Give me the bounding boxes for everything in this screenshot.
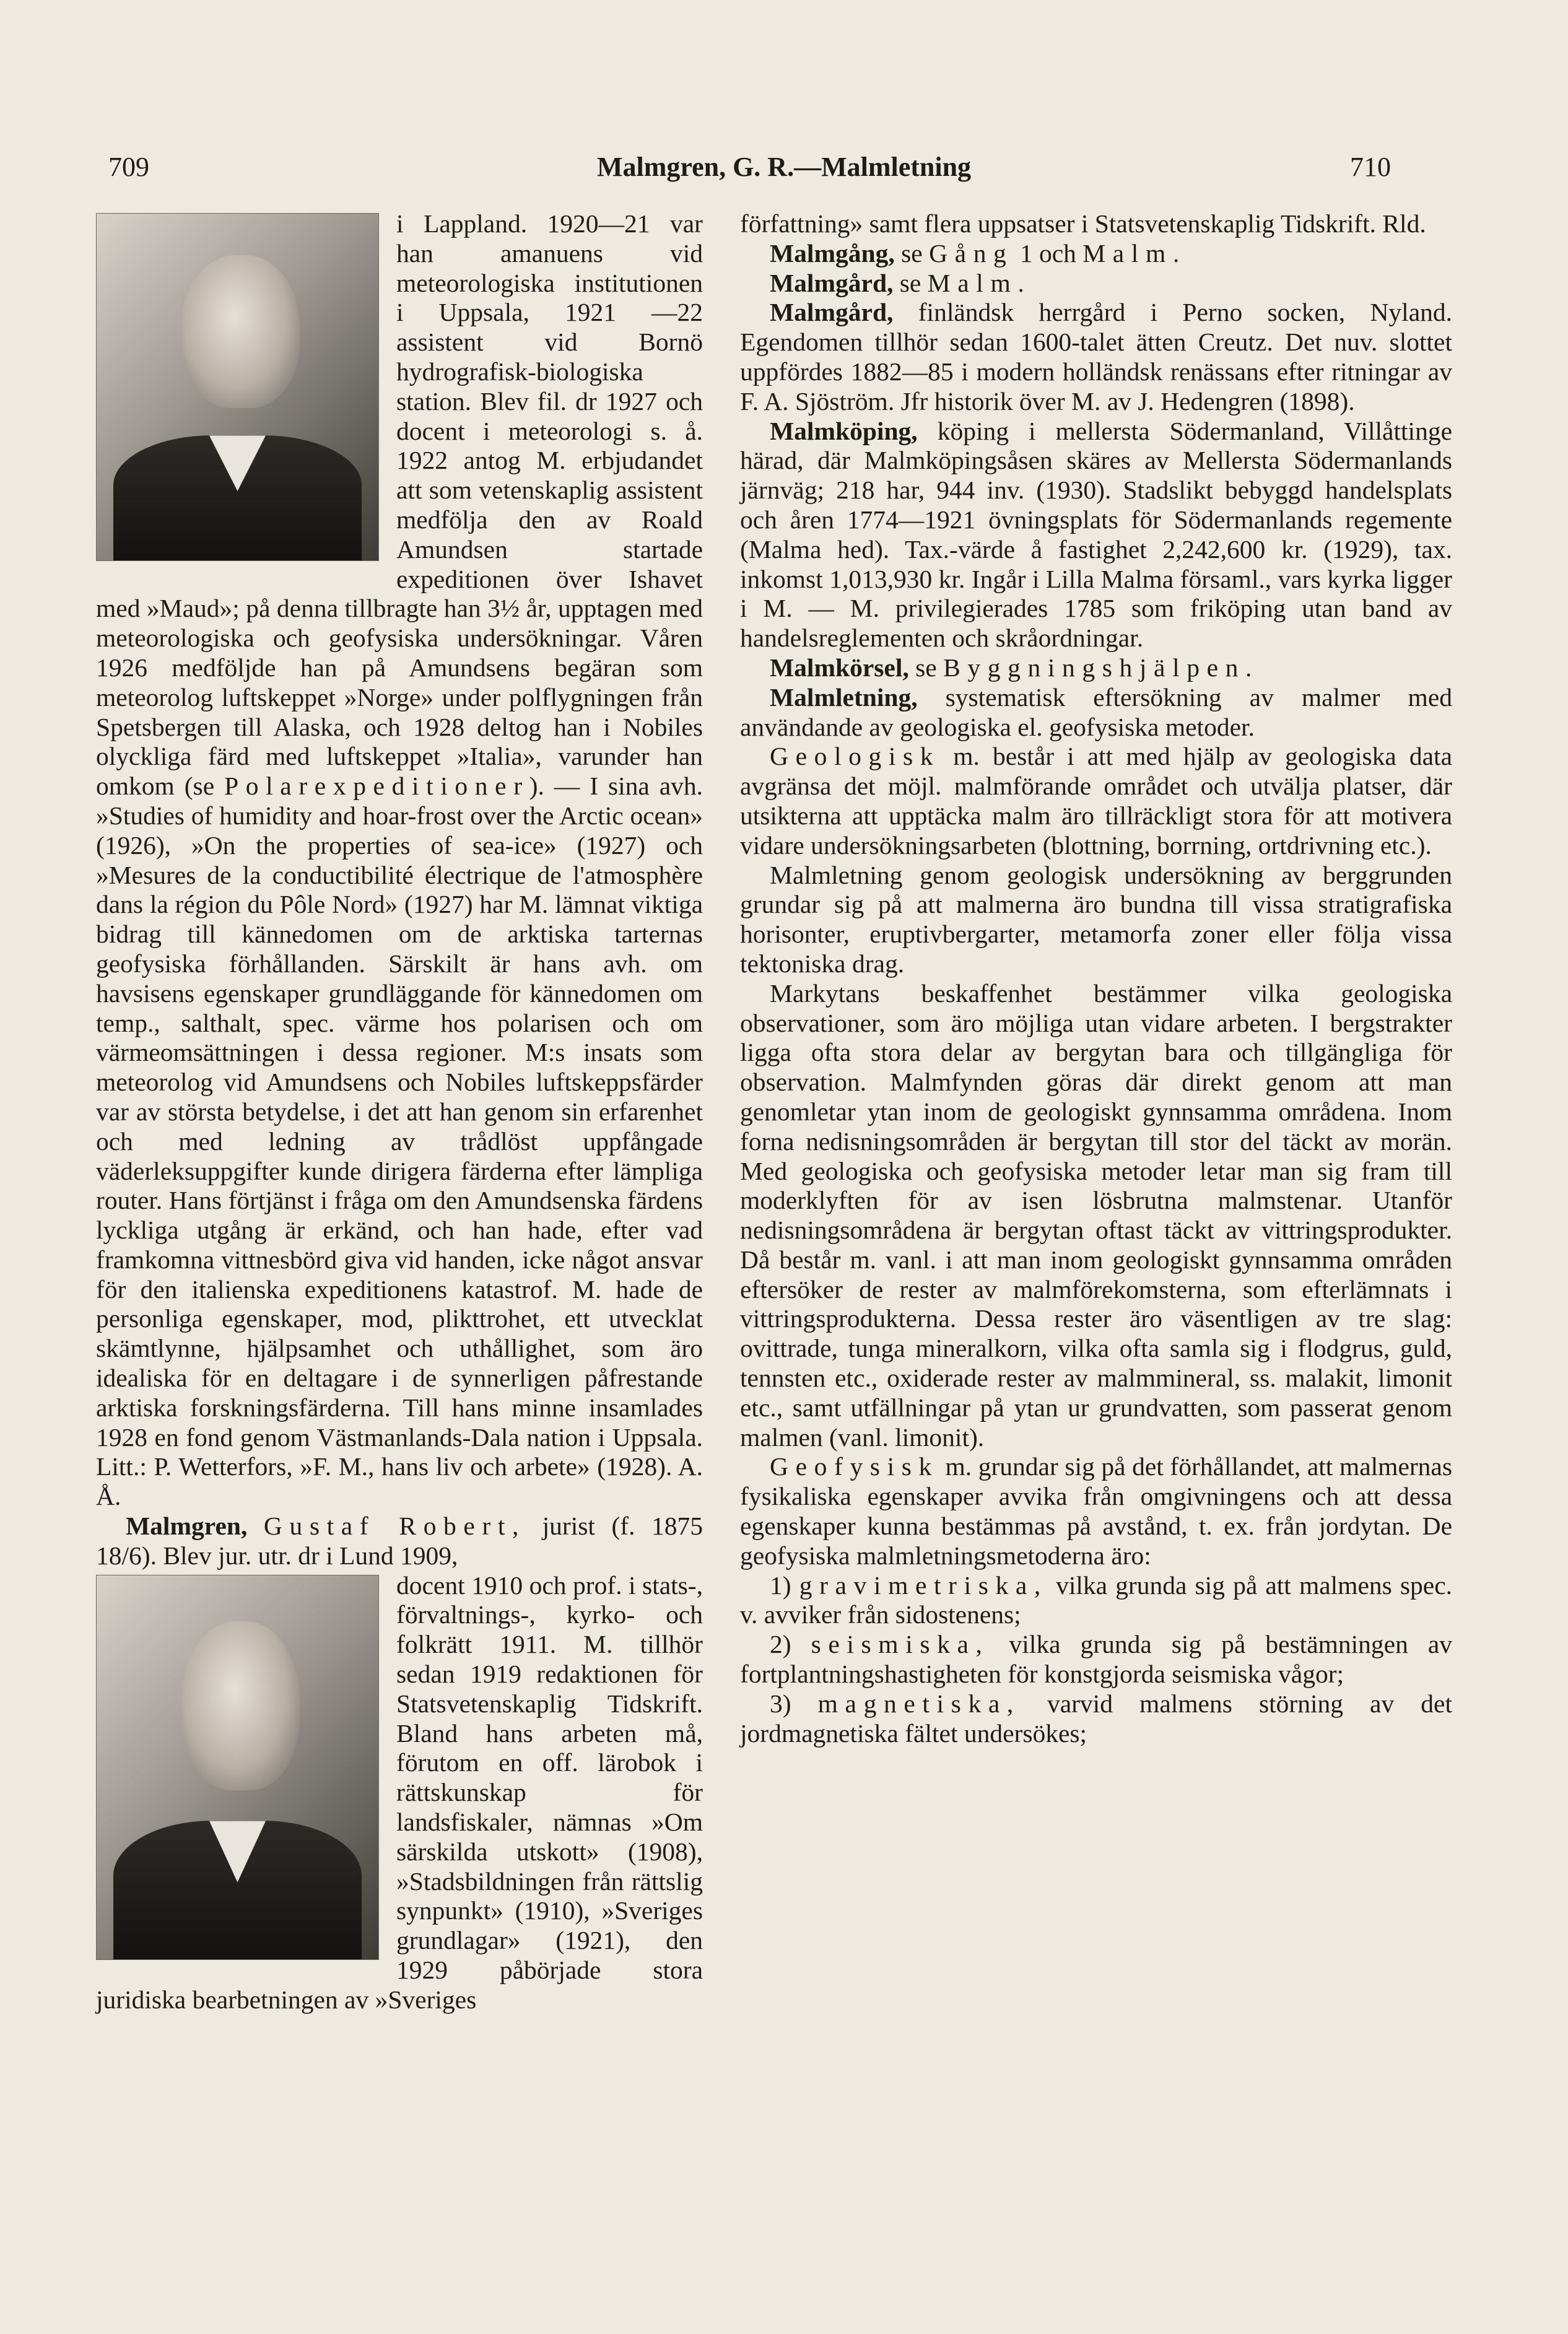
- body-text: vilka grunda sig på bestämningen av fortplantningshastigheten för konstgjorda seismiska vågor;: [740, 1630, 1453, 1689]
- body-text: 1 och: [1019, 238, 1076, 268]
- author-signature: A. Å.: [96, 1452, 703, 1511]
- body-text: ). — I sina avh. »Studies of humidity and hoar-frost over the Arctic ocean» (1926), »On the properties of sea-ice» (1927) och »Mesures de la conductibilité électrique de l'atmosphère dans la région du Pôle Nord» (1927) har M. lämnat viktiga bidrag till kännedomen om de arktiska tarternas geofysiska förhållanden. Särskilt är hans avh. om havsisens egenskaper grundläggande för kännedomen om temp., salthalt, spec. värme hos polarisen och om värmeomsättningen i dessa regioner. M:s insats som meteorolog vid Amundsens och Nobiles luftskeppsfärder var av största betydelse, i det att han genom sin erfarenhet och med ledning av trådlöst uppfångade väderleksuppgifter kunde dirigera färderna efter lämpliga router. Hans förtjänst i fråga om den Amundsenska färdens lyckliga utgång är erkänd, och han hade, efter vad framkomna vittnesbörd giva vid handen, icke något ansvar för den italienska expeditionens katastrof. M. hade de personliga egenskaper, mod, plikttrohet, ett utvecklat skämtlynne, hjälpsamhet och uthållighet, som äro idealiska för en deltagare i de synnerligen påfrestande arktiska forskningsfärderna. Till hans minne insamlades 1928 en fond genom Västmanlands-Dala nation i Uppsala. Litt.: P. Wetterfors, »F. M., hans liv och arbete» (1928).: [96, 772, 703, 1481]
- body-text: finländsk herrgård i Perno socken, Nyland. Egendomen tillhör sedan 1600-talet ätten Creutz. Det nuv. slottet uppfördes 1882—85 i modern holländsk renässans efter ritningar av F. A. Sjöström. Jfr historik över M. av J. Hedengren (1898).: [740, 298, 1452, 416]
- portrait-head: [181, 1621, 300, 1790]
- list-item-magnetic: [740, 1689, 1452, 1749]
- entry-malmgren-gustaf-robert: [96, 1512, 703, 2015]
- entry-headword: Malmletning,: [770, 682, 918, 712]
- body-text: m. består i att med hjälp av geologiska data avgränsa det möjl. malmförande området och utvälja platser, där utsikterna att upptäcka malm äro tillräckligt stora för att motivera vidare undersökningsarbeten (blottning, borrning, ortdrivning etc.).: [740, 742, 1452, 860]
- list-number: 3): [770, 1689, 791, 1718]
- running-head: Malmgren, G. R.—Malmletning: [596, 152, 972, 182]
- portrait-photo-gustaf-robert-malmgren: [96, 1575, 379, 1960]
- page-number-left: 709: [108, 152, 149, 182]
- entry-malmgang: [740, 239, 1452, 269]
- right-column: [740, 209, 1452, 1748]
- entry-malmkorsel: [740, 653, 1452, 683]
- cross-reference: Gång: [929, 238, 1014, 268]
- list-item-seismic: [740, 1630, 1452, 1689]
- body-text: vilka grunda sig på att malmens spec. v. avviker från sidostenens;: [740, 1570, 1453, 1629]
- entry-malmgard-finland: [740, 298, 1452, 416]
- entry-headword: Malmkörsel,: [770, 653, 909, 682]
- body-text: se: [915, 653, 937, 682]
- paragraph-berggrund: Malmletning genom geologisk undersökning av berggrunden grundar sig på att malmerna äro bundna till vissa stratigrafiska horisonter, eruptivbergarter, metamorfa zoner eller följa vissa tektoniska drag.: [740, 860, 1452, 978]
- cross-reference: Malm.: [927, 268, 1032, 297]
- cross-reference: Polarexpeditioner: [224, 772, 529, 801]
- body-text: köping i mellersta Södermanland, Villåttinge härad, där Malmköpingsåsen skäres av Mellersta Södermanlands järnväg; 218 har, 944 inv. (1930). Stadslikt bebyggd handelsplats och åren 1774—1921 övningsplats för Södermanlands regemente (Malma hed). Tax.-värde å fastighet 2,242,600 kr. (1929), tax. inkomst 1,013,930 kr. Ingår i Lilla Malma församl., vars kyrka ligger i M. — M. privilegierades 1785 som friköping utan band av handelsreglementen och skråordningar.: [740, 416, 1452, 653]
- paragraph-markytan: Markytans beskaffenhet bestämmer vilka geologiska observationer, som äro möjliga utan vidare arbeten. I bergstrakter ligga ofta stora delar av bergytan bara och tillgängliga för observation. Malmfynden göras där direkt genom att man genomletar ytan inom de geologiskt gynnsamma områdena. Inom forna nedisningsområden är bergytan till stor del täckt av morän. Med geologiska och geofysiska metoder letar man sig fram till moderklyften för av isen lösbrutna malmstenar. Utanför nedisningsområdena är bergytan oftast täckt av vittringsprodukter. Då består m. vanl. i att man inom geologiskt gynnsamma områden eftersöker de rester av malmförekomsterna, som efterlämnats i vittringsprodukterna. Dessa rester äro väsentligen av tre slag: ovittrade, tunga mineralkorn, vilka ofta samla sig i flodgrus, guld, tennsten etc., oxiderade rester av malmmineral, ss. malakit, limonit etc., samt utfällningar på ytan ur grundvatten, som passerat genom malmen (vanl. limonit).: [740, 978, 1452, 1452]
- body-text: jurist (f. 1875 18/6). Blev jur. utr. dr i Lund 1909,: [96, 1512, 703, 1570]
- body-text: systematisk eftersökning av malmer med användande av geologiska el. geofysiska metoder.: [740, 682, 1452, 741]
- paragraph-geologisk: [740, 742, 1452, 860]
- entry-given-name: Gustaf Robert,: [263, 1512, 526, 1541]
- body-text: se: [901, 238, 923, 268]
- body-text: m. grundar sig på det förhållandet, att malmernas fysikaliska egenskaper avvika från omgivningens och att dessa egenskaper kunna bestämmas på avstånd, t. ex. från jordytan. De geofysiska malmletningsmetoderna äro:: [740, 1452, 1452, 1570]
- spaced-term: seismiska,: [811, 1630, 990, 1659]
- body-text: varvid malmens störning av det jordmagnetiska fältet undersökes;: [740, 1689, 1452, 1748]
- spaced-term: magnetiska,: [817, 1689, 1021, 1718]
- spaced-term: gravimetriska,: [799, 1570, 1048, 1600]
- list-number: 2): [770, 1630, 791, 1659]
- list-item-gravimetric: [740, 1571, 1452, 1631]
- entry-headword: Malmgren,: [126, 1512, 248, 1541]
- entry-malmletning: [740, 683, 1452, 742]
- body-text: se: [899, 268, 921, 297]
- cross-reference: Byggningshjälpen.: [943, 653, 1260, 682]
- spaced-term: Geologisk: [770, 742, 941, 771]
- body-text: docent 1910 och prof. i stats-, förvaltnings-, kyrko- och folkrätt 1911. M. tillhör sedan 1919 redaktionen för Statsvetenskaplig Tidskrift. Bland hans arbeten må, förutom en off. lärobok i rättskunskap för landsfiskaler, nämnas »Om särskilda utskott» (1908), »Stadsbildningen från rättslig synpunkt» (1910), »Sveriges grundlagar» (1921), den 1929 påbörjade stora juridiska bearbetningen av »Sveriges: [96, 1570, 703, 2014]
- body-text: författning» samt flera uppsatser i Statsvetenskaplig Tidskrift.: [740, 209, 1376, 238]
- page-number-right: 710: [1350, 152, 1391, 182]
- portrait-head: [181, 255, 300, 407]
- entry-headword: Malmgång,: [770, 238, 895, 268]
- entry-headword: Malmgård,: [770, 298, 894, 327]
- body-text: i Lappland. 1920—21 var han amanuens vid meteorologiska institutionen i Uppsala, 1921 —22 assistent vid Bornö hydrografisk-biologiska station. Blev fil. dr 1927 och docent i meteorologi s. å. 1922 antog M. erbjudandet att som vetenskaplig assistent medfölja den av Roald Amundsen startade expeditionen över Ishavet med »Maud»; på denna tillbragte han 3½ år, upptagen med meteorologiska och geofysiska undersökningar. Våren 1926 medföljde han på Amundsens begäran som meteorolog luftskeppet »Norge» under polflygningen från Spetsbergen till Alaska, och 1928 deltog han i Nobiles olyckliga färd med luftskeppet »Italia», varunder han omkom (se: [96, 209, 703, 801]
- entry-malmkoping: [740, 417, 1452, 653]
- list-number: 1): [770, 1570, 791, 1600]
- spaced-term: Geofysisk: [770, 1452, 939, 1481]
- entry-headword: Malmgård,: [770, 268, 894, 297]
- entry-headword: Malmköping,: [770, 416, 918, 445]
- entry-continuation: [740, 209, 1452, 239]
- cross-reference: Malm.: [1082, 238, 1187, 268]
- entry-malmgard: [740, 269, 1452, 298]
- author-signature: Rld.: [1382, 209, 1426, 238]
- paragraph-geofysisk: [740, 1452, 1452, 1570]
- portrait-photo-finn-malmgren: [96, 213, 379, 561]
- left-column: [96, 209, 703, 2015]
